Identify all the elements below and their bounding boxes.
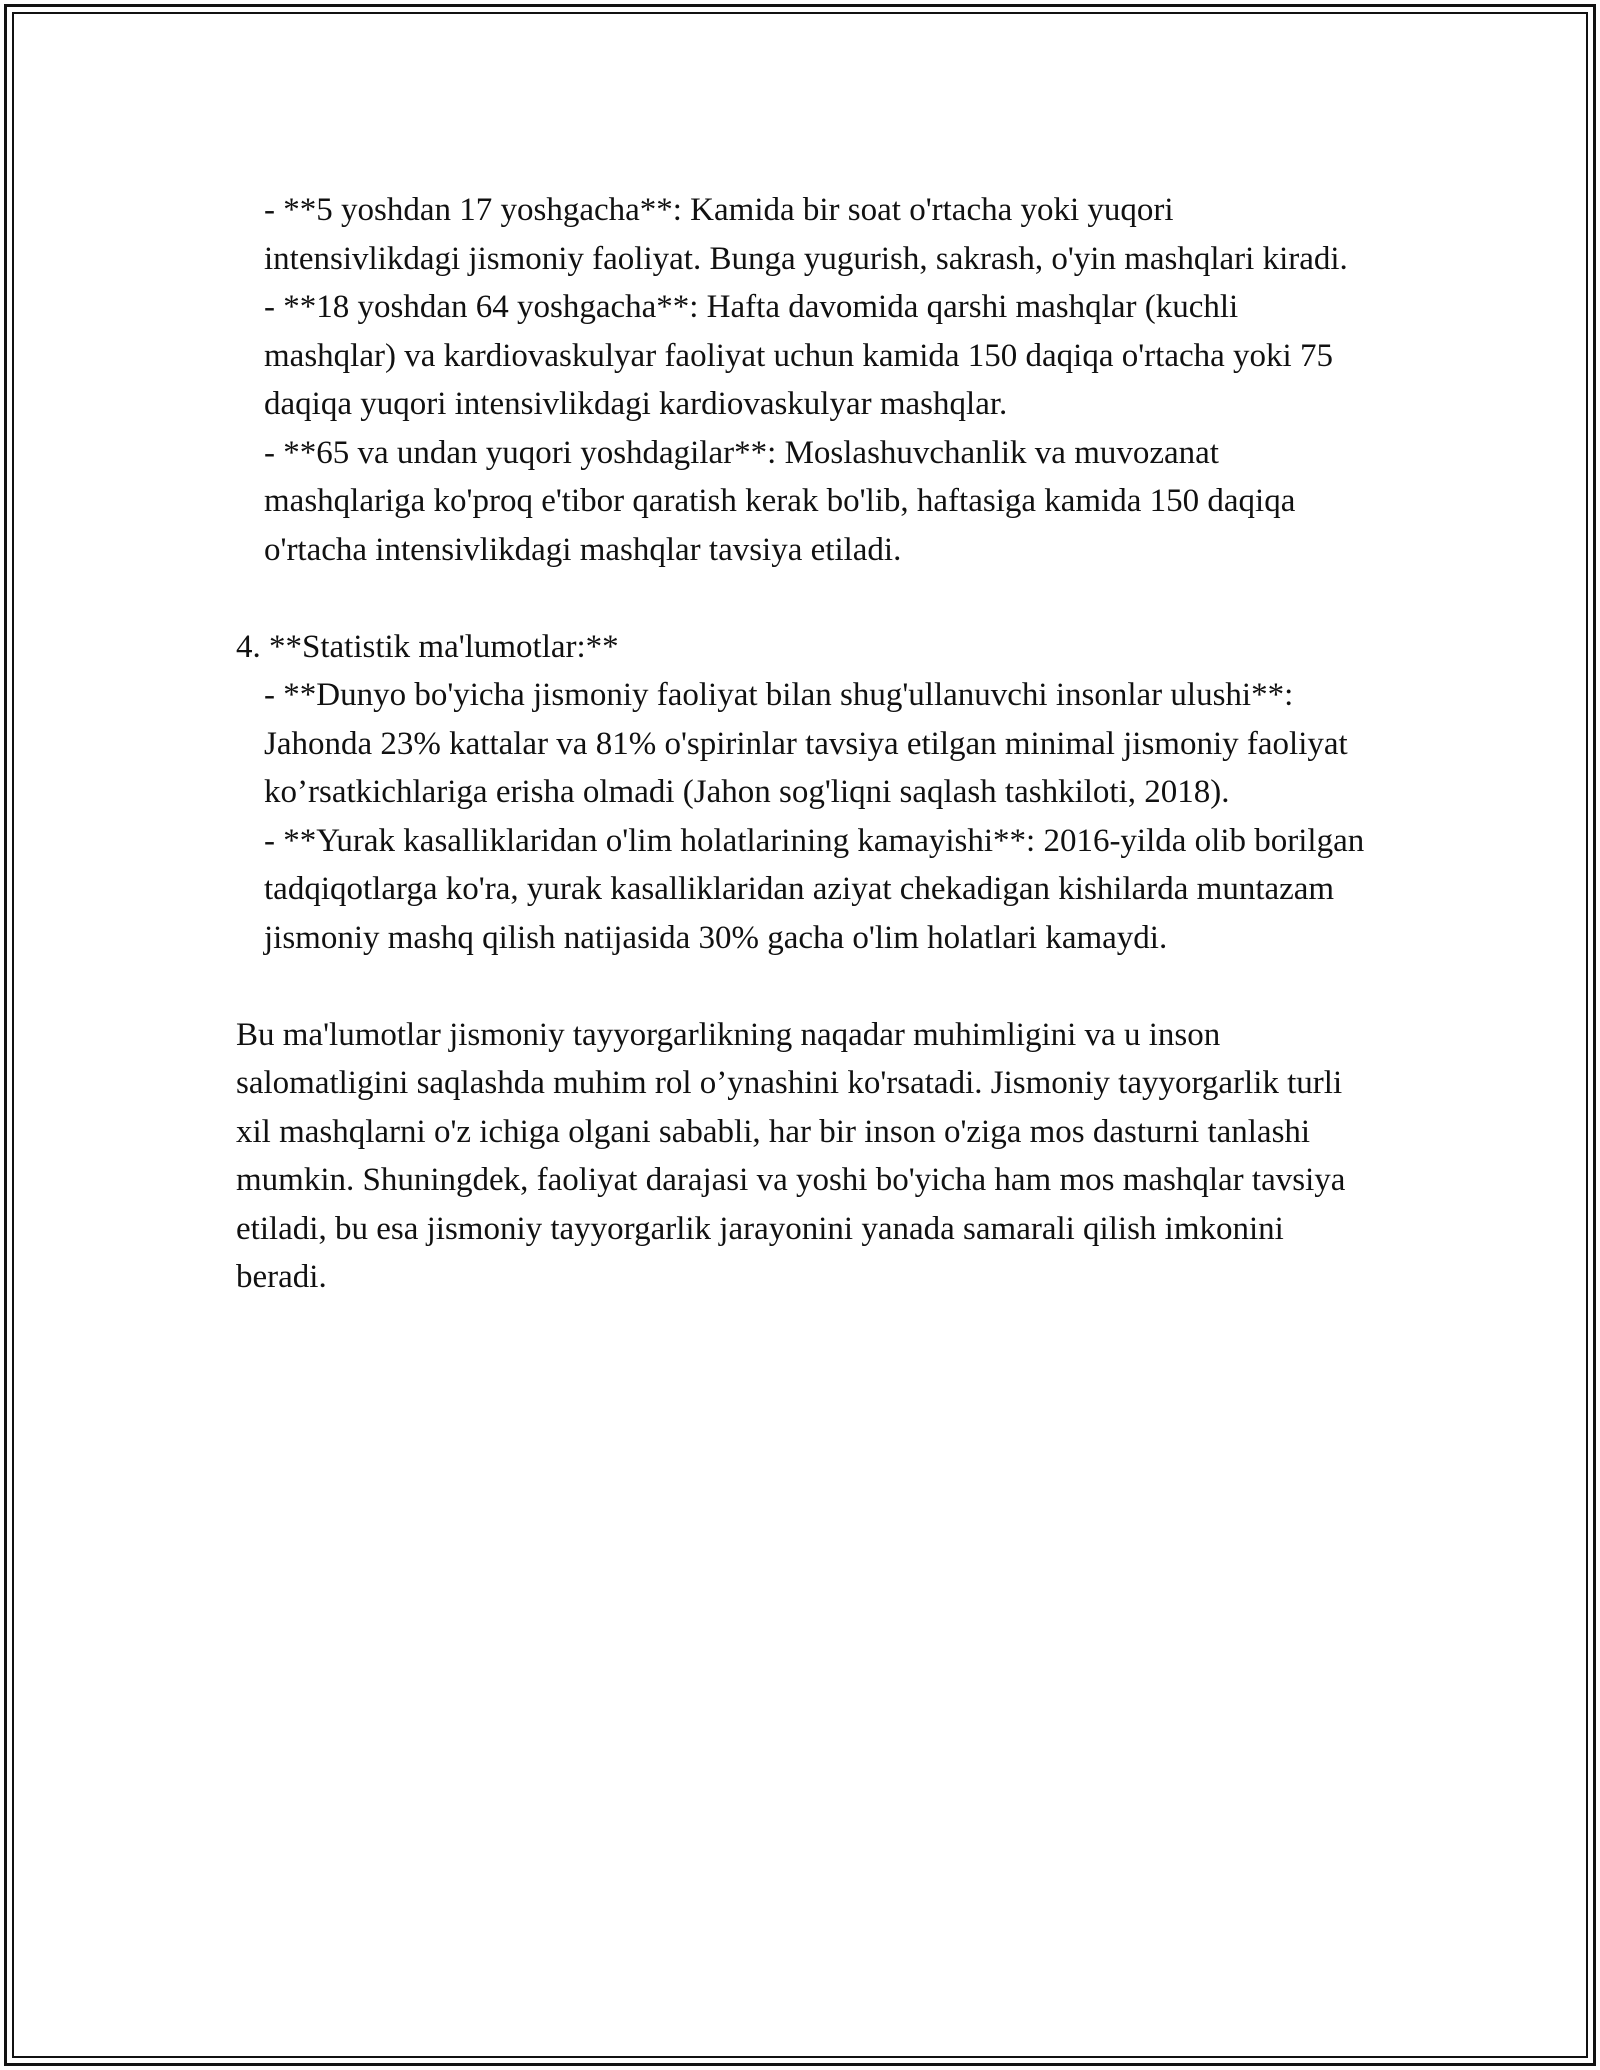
stats-item-physical-activity: - **Dunyo bo'yicha jismoniy faoliyat bilan shug'ullanuvchi insonlar ulushi**: Jahonda 23% kattalar va 81% o'spirinlar tavsiya etilgan minimal jismoniy faoliyat ko’rsatkichlariga erisha olmadi (Jahon sog'liqni saqlash tashkiloti, 2018). [264,677,1348,810]
age-group-item-5-17: - **5 yoshdan 17 yoshgacha**: Kamida bir soat o'rtacha yoki yuqori intensivlikdagi jismoniy faoliyat. Bunga yugurish, sakrash, o'yin mashqlari kiradi. [264,192,1348,277]
stats-item-heart-disease: - **Yurak kasalliklaridan o'lim holatlarining kamayishi**: 2016-yilda olib borilgan tadqiqotlarga ko'ra, yurak kasalliklaridan aziyat chekadigan kishilarda muntazam jismoniy mashq qilish natijasida 30% gacha o'lim holatlari kamaydi. [264,822,1365,956]
section-heading-statistics: 4. **Statistik ma'lumotlar:** [236,628,619,665]
age-group-item-18-64: - **18 yoshdan 64 yoshgacha**: Hafta davomida qarshi mashqlar (kuchli mashqlar) va kardiovaskulyar faoliyat uchun kamida 150 daqiqa o'rtacha yoki 75 daqiqa yuqori intensivlikdagi kardiovaskulyar mashqlar. [264,289,1333,422]
document-body [236,186,1376,1302]
conclusion-paragraph: Bu ma'lumotlar jismoniy tayyorgarlikning naqadar muhimligini va u inson salomatligini saqlashda muhim rol o’ynashini ko'rsatadi. Jismoniy tayyorgarlik turli xil mashqlarni o'z ichiga olgani sababli, har bir inson o'ziga mos dasturni tanlashi mumkin. Shuningdek, faoliyat darajasi va yoshi bo'yicha ham mos mashqlar tavsiya etiladi, bu esa jismoniy tayyorgarlik jarayonini yanada samarali qilish imkonini beradi. [236,1016,1346,1295]
paragraph-spacer [236,962,1376,1011]
age-group-item-65-plus: - **65 va undan yuqori yoshdagilar**: Moslashuvchanlik va muvozanat mashqlariga ko'proq e'tibor qaratish kerak bo'lib, haftasiga kamida 150 daqiqa o'rtacha intensivlikdagi mashqlar tavsiya etiladi. [264,434,1296,568]
paragraph-spacer [236,574,1376,623]
